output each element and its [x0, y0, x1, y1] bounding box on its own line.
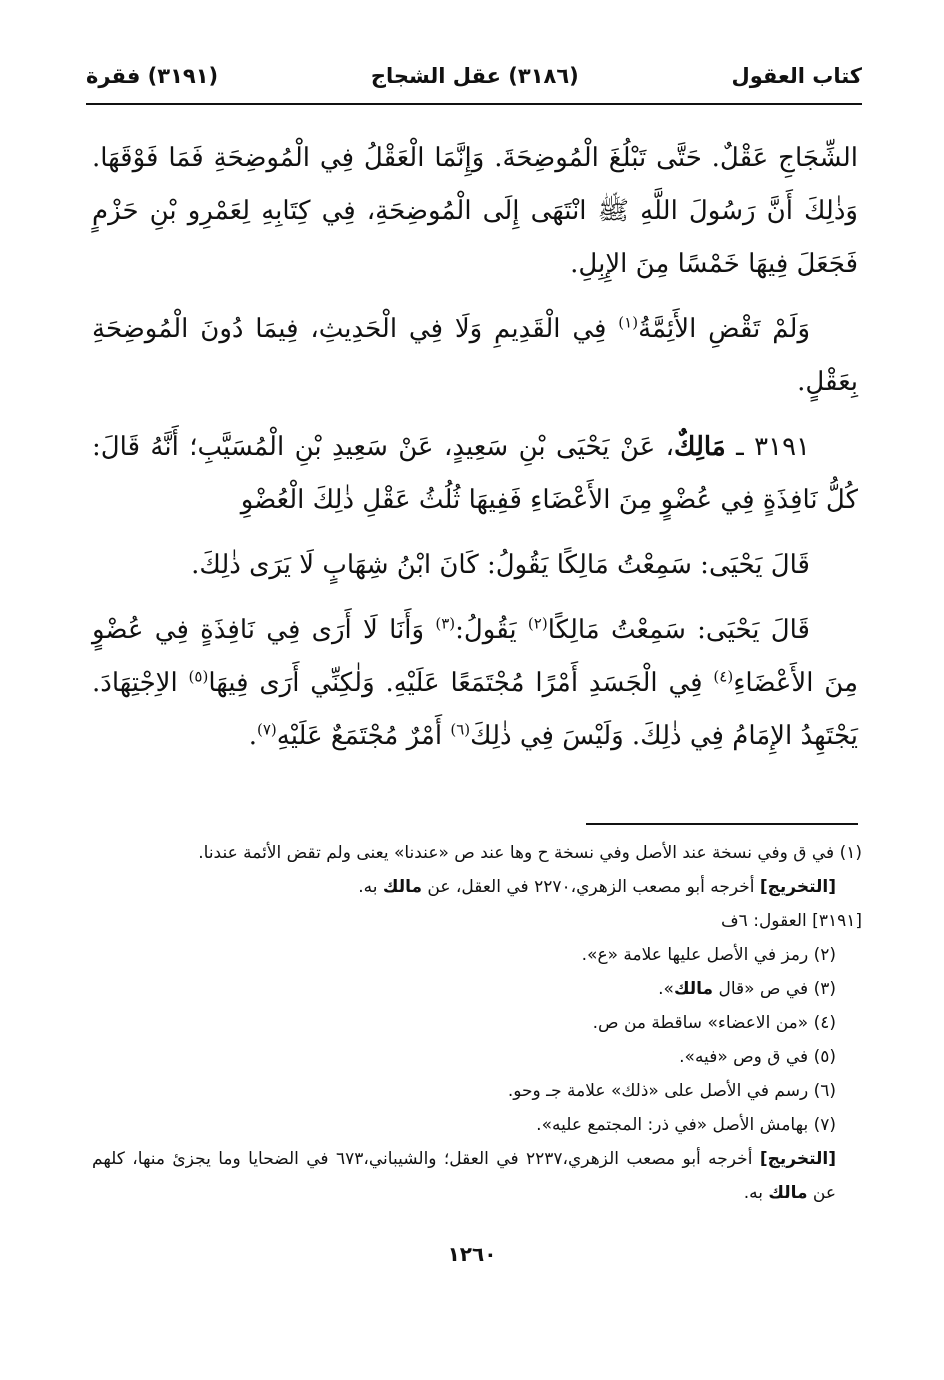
hadith-text: ، عَنْ يَحْيَى بْنِ سَعِيدٍ، عَنْ سَعِيدِ بْنِ الْمُسَيَّبِ؛ أَنَّهُ قَالَ: كُلُّ نَافِذَةٍ فِي عُضْوٍ مِنَ الأَعْضَاءِ فَفِيهَا ثُلُثُ عَقْلِ ذٰلِكَ الْعُضْوِ	[92, 432, 858, 515]
footnote-ref-7: (٧)	[256, 720, 277, 739]
footnote-4-text: (٤) «من الاعضاء» ساقطة من ص.	[592, 1013, 836, 1033]
footnote-3-text-b: ».	[658, 979, 674, 999]
header-chapter-title: (٣١٨٦) عقل الشجاج	[370, 64, 579, 88]
cross-reference-text: [٣١٩١] العقول: ٦ف	[721, 911, 862, 931]
takhrij-1-text: أخرجه أبو مصعب الزهري،٢٢٧٠ في العقل، عن	[422, 877, 760, 897]
hadith-number: ٣١٩١ ـ	[725, 432, 810, 462]
narrator-malik: مَالِكٌ	[674, 432, 726, 462]
paragraph-1-line-1: الشِّجَاجِ عَقْلٌ. حَتَّى تَبْلُغَ الْمُوضِحَةَ. وَإِنَّمَا الْعَقْلُ فِي الْمُوضِحَةِ فَمَا فَوْقَهَا.	[92, 143, 858, 173]
running-header	[86, 56, 862, 96]
footnote-5	[92, 1040, 862, 1074]
footnote-7	[92, 1108, 862, 1142]
paragraph-5-text-e: الاِجْتِهَادَ. يَجْتَهِدُ الإِمَامُ فِي ذٰلِكَ. وَلَيْسَ فِي ذٰلِكَ	[92, 668, 858, 751]
takhrij-1-label: [التخريج]	[759, 877, 836, 897]
paragraph-5-text-c: وَأَنَا لَا أَرَى فِي نَافِذَةٍ فِي عُضْوٍ مِنَ الأَعْضَاءِ	[92, 615, 859, 698]
takhrij-2-malik: مالك	[768, 1183, 808, 1203]
paragraph-2-text-b: فِي الْقَدِيمِ وَلَا فِي الْحَدِيثِ، فِيمَا دُونَ الْمُوضِحَةِ بِعَقْلٍ.	[92, 314, 858, 397]
footnote-6-text: (٦) رسم في الأصل على «ذلك» علامة جـ وحو.	[507, 1081, 836, 1101]
paragraph-5-text-d: فِي الْجَسَدِ أَمْرًا مُجْتَمَعًا عَلَيْهِ. وَلٰكِنِّي أَرَى فِيهَا	[208, 668, 714, 698]
footnote-ref-5: (٥)	[188, 667, 209, 686]
paragraph-2	[92, 303, 858, 409]
cross-reference	[92, 904, 862, 938]
takhrij-2-label: [التخريج]	[759, 1149, 836, 1169]
paragraph-5-text-a: قَالَ يَحْيَى: سَمِعْتُ مَالِكًا	[547, 615, 810, 645]
takhrij-2	[92, 1142, 862, 1210]
takhrij-1	[92, 870, 862, 904]
footnote-2	[92, 938, 862, 972]
footnote-7-text: (٧) بهامش الأصل «في ذر: المجتمع عليه».	[536, 1115, 836, 1135]
footnote-ref-2: (٢)	[527, 614, 548, 633]
hadith-3191	[92, 421, 858, 527]
header-book-title: كتاب العقول	[731, 64, 862, 88]
footnote-6	[92, 1074, 862, 1108]
footnote-5-text: (٥) في ق وص «فيه».	[679, 1047, 836, 1067]
footnote-ref-6: (٦)	[450, 720, 471, 739]
footnote-4	[92, 1006, 862, 1040]
main-text	[92, 132, 858, 775]
paragraph-2-text-a: وَلَمْ تَقْضِ الأَئِمَّةُ	[638, 314, 810, 344]
paragraph-1	[92, 132, 858, 291]
takhrij-1-malik: مالك	[382, 877, 422, 897]
paragraph-1-line-3: فَجَعَلَ فِيهَا خَمْسًا مِنَ الإِبِلِ.	[570, 249, 858, 279]
paragraph-5-text-f: أَمْرٌ مُجْتَمَعٌ عَلَيْهِ	[276, 721, 451, 751]
footnote-ref-3: (٣)	[435, 614, 456, 633]
footnote-2-text: (٢) رمز في الأصل عليها علامة «ع».	[581, 945, 836, 965]
footnotes	[92, 836, 862, 1210]
paragraph-1-line-2: وَذٰلِكَ أَنَّ رَسُولَ اللَّهِ ﷺ انْتَهَى إِلَى الْمُوضِحَةِ، فِي كِتَابِهِ لِعَمْرِو بْنِ حَزْمٍ	[92, 196, 858, 226]
footnote-3	[92, 972, 862, 1006]
paragraph-5-text-b: يَقُولُ:	[455, 615, 528, 645]
footnote-1-text: (١) في ق وفي نسخة عند الأصل وفي نسخة ح وها عند ص «عندنا» يعنى ولم تقض الأئمة عندنا.	[198, 843, 862, 863]
page-number: ١٢٦٠	[447, 1242, 497, 1266]
takhrij-1-end: به.	[358, 877, 383, 897]
footnote-divider	[586, 823, 858, 825]
footnote-3-malik: مالك	[673, 979, 714, 999]
footnote-ref-4: (٤)	[713, 667, 734, 686]
header-divider	[86, 103, 862, 105]
footnote-1	[92, 836, 862, 870]
paragraph-4-text: قَالَ يَحْيَى: سَمِعْتُ مَالِكًا يَقُولُ: كَانَ ابْنُ شِهَابٍ لَا يَرَى ذٰلِكَ.	[191, 550, 810, 580]
footnote-3-text-a: (٣) في ص «قال	[713, 979, 836, 999]
paragraph-5-text-g: .	[248, 721, 257, 751]
paragraph-5	[92, 604, 858, 763]
footnote-ref-1: (١)	[618, 313, 639, 332]
paragraph-4	[92, 539, 858, 592]
takhrij-2-text: أخرجه أبو مصعب الزهري،٢٢٣٧ في العقل؛ والشيباني،٦٧٣ في الضحايا وما يجزئ منها، كلهم عن	[92, 1149, 836, 1203]
takhrij-2-end: به.	[743, 1183, 769, 1203]
header-paragraph-number: (٣١٩١) فقرة	[86, 64, 219, 88]
